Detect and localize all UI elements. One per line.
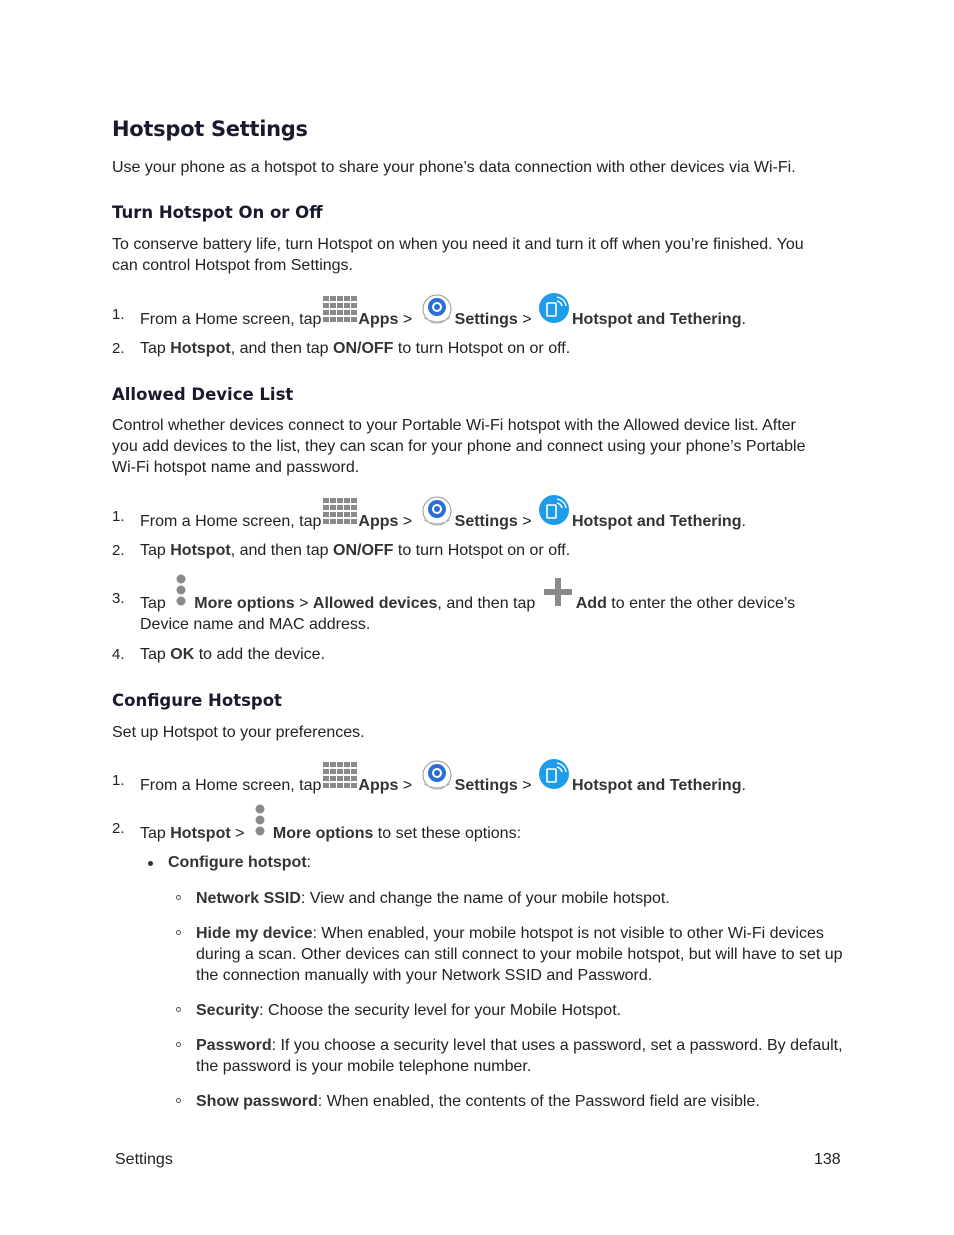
hotspot-label: Hotspot [170, 340, 231, 357]
hotspot-icon [538, 292, 570, 324]
option-label: Password [196, 1037, 272, 1054]
option-text: : If you choose a security level that uses a password, set a password. By default, the password is your mobile telephone number. [196, 1037, 843, 1075]
more-options-icon [253, 804, 267, 838]
section-desc-allowed: Control whether devices connect to your Portable Wi-Fi hotspot with the Allowed device list. After you add devices to the list, they can scan for your phone and connect using your phone’s Portable Wi-Fi hotspot name and password. [112, 417, 806, 476]
option-label: Hide my device [196, 925, 313, 942]
bullet-text: : [306, 854, 312, 871]
step-text: From a Home screen, tap [140, 311, 322, 328]
option-text: : Choose the security level for your Mobile Hotspot. [259, 1002, 622, 1019]
separator: > [230, 825, 249, 842]
option-label: Show password [196, 1093, 318, 1110]
separator: > [517, 777, 536, 794]
step-number: 3. [112, 590, 125, 607]
hotspot-label: Hotspot [170, 825, 231, 842]
more-options-icon [174, 574, 188, 608]
hotspot-label: Hotspot and Tethering [572, 311, 742, 328]
option-label: Network SSID [196, 890, 301, 907]
apps-grid-icon [323, 296, 357, 324]
separator: > [517, 513, 536, 530]
separator: > [398, 513, 417, 530]
configure-hotspot-label: Configure hotspot [168, 854, 307, 871]
option-text: : View and change the name of your mobile hotspot. [300, 890, 670, 907]
footer-section-name: Settings [115, 1151, 173, 1168]
ok-label: OK [170, 646, 195, 663]
hotspot-label: Hotspot and Tethering [572, 777, 742, 794]
section-title-turn-on: Turn Hotspot On or Off [112, 203, 323, 222]
sub-bullet [176, 930, 181, 935]
step-text: to add the device. [194, 646, 326, 663]
apps-grid-icon [323, 762, 357, 790]
apps-label: Apps [358, 513, 399, 530]
section-title-allowed: Allowed Device List [112, 385, 294, 404]
apps-grid-icon [323, 498, 357, 526]
settings-gear-icon [421, 294, 453, 324]
step-text: From a Home screen, tap [140, 513, 322, 530]
settings-label: Settings [454, 311, 518, 328]
more-options-label: More options [194, 595, 295, 612]
step-text: , and then tap [437, 595, 540, 612]
option-label: Security [196, 1002, 260, 1019]
section-title-configure: Configure Hotspot [112, 691, 282, 710]
sub-bullet [176, 1007, 181, 1012]
step-text: to turn Hotspot on or off. [393, 542, 571, 559]
section-desc-configure: Set up Hotspot to your preferences. [112, 724, 365, 741]
page-title: Hotspot Settings [112, 117, 308, 141]
section-desc-turn-on: To conserve battery life, turn Hotspot on when you need it and turn it off when you’re finished. You can control Hotspot from Settings. [112, 236, 804, 274]
settings-label: Settings [454, 513, 518, 530]
add-plus-icon [542, 576, 574, 608]
step-text: , and then tap [230, 542, 333, 559]
separator: > [398, 311, 417, 328]
on-off-label: ON/OFF [333, 542, 394, 559]
step-number: 2. [112, 542, 125, 559]
step-number: 4. [112, 646, 125, 663]
separator: > [294, 595, 313, 612]
option-text: : When enabled, the contents of the Password field are visible. [317, 1093, 760, 1110]
apps-label: Apps [358, 777, 399, 794]
hotspot-icon [538, 758, 570, 790]
allowed-devices-label: Allowed devices [312, 595, 438, 612]
add-label: Add [575, 595, 607, 612]
step-text: . [741, 311, 746, 328]
step-text: Tap [140, 340, 171, 357]
footer-page-number: 138 [814, 1151, 841, 1168]
sub-bullet [176, 1098, 181, 1103]
apps-label: Apps [358, 311, 399, 328]
hotspot-label: Hotspot and Tethering [572, 513, 742, 530]
separator: > [398, 777, 417, 794]
step-text: Device name and MAC address. [140, 616, 371, 633]
intro-text: Use your phone as a hotspot to share your phone’s data connection with other devices via Wi-Fi. [112, 159, 796, 176]
option-text: : When enabled, your mobile hotspot is not visible to other Wi-Fi devices during a scan. Other devices can still connect to your mobile hotspot, but will have to set up the connection manually with your Network SSID and Password. [196, 925, 843, 984]
step-text: to enter the other device’s [606, 595, 796, 612]
step-number: 2. [112, 340, 125, 357]
sub-bullet [176, 895, 181, 900]
settings-gear-icon [421, 496, 453, 526]
step-text: to turn Hotspot on or off. [393, 340, 571, 357]
step-number: 1. [112, 772, 125, 789]
step-number: 1. [112, 508, 125, 525]
step-text: Tap [140, 595, 171, 612]
bullet-dot [148, 861, 153, 866]
step-text: Tap [140, 825, 171, 842]
settings-label: Settings [454, 777, 518, 794]
step-text: . [741, 513, 746, 530]
step-text: . [741, 777, 746, 794]
separator: > [517, 311, 536, 328]
hotspot-icon [538, 494, 570, 526]
hotspot-label: Hotspot [170, 542, 231, 559]
step-text: Tap [140, 646, 171, 663]
on-off-label: ON/OFF [333, 340, 394, 357]
step-text: , and then tap [230, 340, 333, 357]
step-number: 2. [112, 820, 125, 837]
step-number: 1. [112, 306, 125, 323]
sub-bullet [176, 1042, 181, 1047]
settings-gear-icon [421, 760, 453, 790]
more-options-label: More options [272, 825, 374, 842]
step-text: to set these options: [373, 825, 522, 842]
step-text: From a Home screen, tap [140, 777, 322, 794]
step-text: Tap [140, 542, 171, 559]
